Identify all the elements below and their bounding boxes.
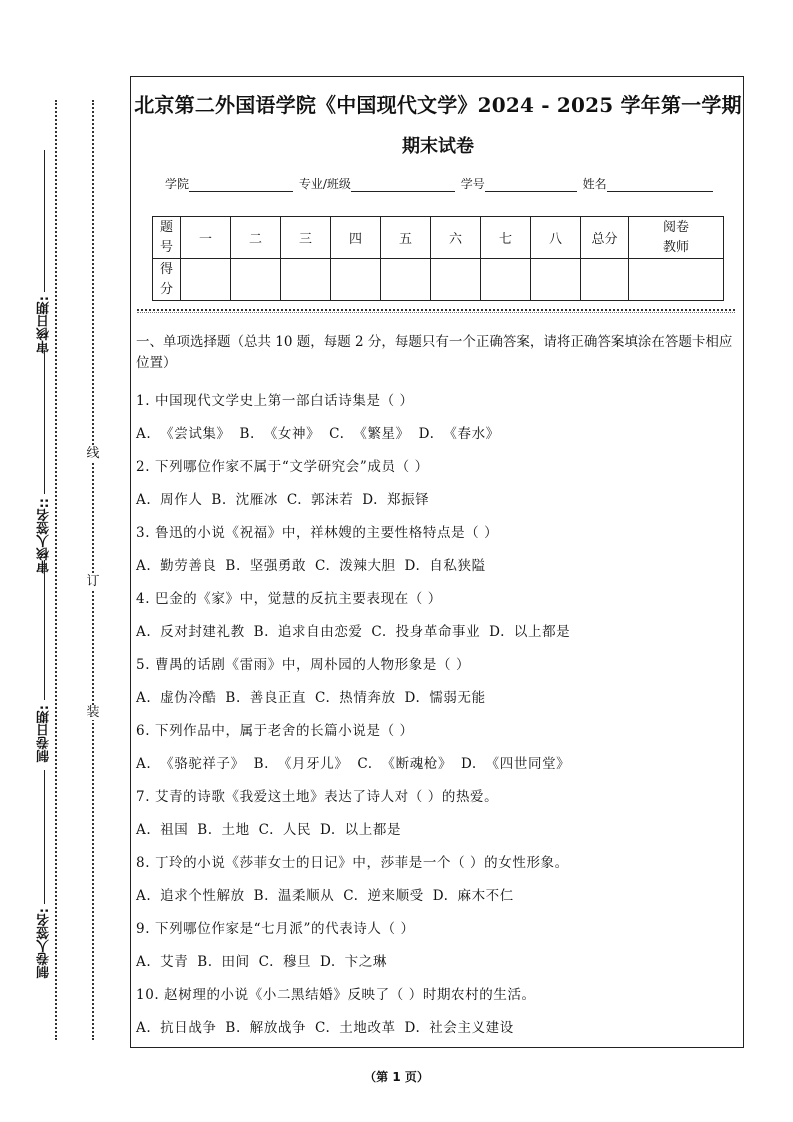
score-cell[interactable] <box>531 259 581 301</box>
col-7: 七 <box>481 217 531 259</box>
binding-dotted-line-outer <box>55 100 57 1040</box>
options-10: A. 抗日战争 B. 解放战争 C. 土地改革 D. 社会主义建设 <box>136 1020 514 1036</box>
maker-sign-label: 制卷人签名: <box>37 908 52 979</box>
major-class-label: 专业/班级 <box>298 177 351 191</box>
score-cell[interactable] <box>331 259 381 301</box>
question-1: 1. 中国现代文学史上第一部白话诗集是（ ） <box>136 393 414 409</box>
maker-sign-field <box>44 770 45 904</box>
question-4: 4. 巴金的《家》中，觉慧的反抗主要表现在（ ） <box>136 591 442 607</box>
score-table-score-row <box>153 259 724 301</box>
major-class-field[interactable] <box>351 178 455 192</box>
score-cell[interactable] <box>381 259 431 301</box>
question-8: 8. 丁玲的小说《莎菲女士的日记》中，莎菲是一个（ ）的女性形象。 <box>136 855 569 871</box>
col-8: 八 <box>531 217 581 259</box>
options-4: A. 反对封建礼教 B. 追求自由恋爱 C. 投身革命事业 D. 以上都是 <box>136 624 571 640</box>
reviewer-sign-cell[interactable] <box>629 259 724 301</box>
page-number: （第 1 页） <box>364 1070 429 1084</box>
section-separator-thin <box>137 312 735 313</box>
score-cell[interactable] <box>481 259 531 301</box>
score-cell[interactable] <box>431 259 481 301</box>
question-3: 3. 鲁迅的小说《祝福》中，祥林嫂的主要性格特点是（ ） <box>136 525 499 541</box>
section-title: 一、单项选择题（总共 10 题，每题 2 分，每题只有一个正确答案，请将正确答案填涂在答题卡相应位置） <box>136 334 733 371</box>
options-5: A. 虚伪冷酷 B. 善良正直 C. 热情奔放 D. 懦弱无能 <box>136 690 486 706</box>
options-2: A. 周作人 B. 沈雁冰 C. 郭沫若 D. 郑振铎 <box>136 492 430 508</box>
question-5: 5. 曹禺的话剧《雷雨》中，周朴园的人物形象是（ ） <box>136 657 471 673</box>
score-cell[interactable] <box>281 259 331 301</box>
name-label: 姓名 <box>582 177 607 191</box>
exam-subtitle: 期末试卷 <box>402 136 474 157</box>
col-2: 二 <box>231 217 281 259</box>
section-separator <box>137 309 735 311</box>
make-date-field <box>44 560 45 700</box>
options-9: A. 艾青 B. 田间 C. 穆旦 D. 卞之琳 <box>136 954 387 970</box>
reviewer-sign-label: 审核人签名:: <box>37 498 52 574</box>
options-8: A. 追求个性解放 B. 温柔顺从 C. 逆来顺受 D. 麻木不仁 <box>136 888 514 904</box>
score-head: 得 分 <box>153 259 181 301</box>
exam-frame <box>130 76 744 1048</box>
options-1: A. 《尝试集》 B. 《女神》 C. 《繁星》 D. 《春水》 <box>136 426 500 442</box>
col-6: 六 <box>431 217 481 259</box>
reviewer-sign-field <box>44 350 45 494</box>
question-6: 6. 下列作品中，属于老舍的长篇小说是（ ） <box>136 723 414 739</box>
options-3: A. 勤劳善良 B. 坚强勇敢 C. 泼辣大胆 D. 自私狭隘 <box>136 558 486 574</box>
question-2: 2. 下列哪位作家不属于“文学研究会”成员（ ） <box>136 459 429 475</box>
make-date-label: 制卷日期: <box>37 705 52 763</box>
exam-title: 北京第二外国语学院《中国现代文学》2024 - 2025 学年第一学期 <box>134 93 742 117</box>
review-date-label: 审核日期: <box>37 296 52 354</box>
college-field[interactable] <box>189 178 293 192</box>
question-number-head: 题 号 <box>153 217 181 259</box>
score-cell[interactable] <box>231 259 281 301</box>
col-5: 五 <box>381 217 431 259</box>
question-9: 9. 下列哪位作家是“七月派”的代表诗人（ ） <box>136 921 415 937</box>
score-total-cell[interactable] <box>581 259 629 301</box>
col-4: 四 <box>331 217 381 259</box>
options-7: A. 祖国 B. 土地 C. 人民 D. 以上都是 <box>136 822 402 838</box>
college-label: 学院 <box>165 177 190 191</box>
binding-word-install: 装 <box>86 705 100 720</box>
col-total: 总分 <box>581 217 629 259</box>
col-3: 三 <box>281 217 331 259</box>
name-field[interactable] <box>607 178 713 192</box>
binding-dotted-line-inner <box>92 100 94 1040</box>
student-id-label: 学号 <box>460 177 485 191</box>
binding-word-line: 线 <box>86 446 100 461</box>
score-table <box>152 216 724 301</box>
score-table-header-row <box>153 217 724 259</box>
col-reviewer: 阅卷 教师 <box>629 217 724 259</box>
student-id-field[interactable] <box>485 178 577 192</box>
question-10: 10. 赵树理的小说《小二黑结婚》反映了（ ）时期农村的生活。 <box>136 987 536 1003</box>
score-cell[interactable] <box>181 259 231 301</box>
options-6: A. 《骆驼祥子》 B. 《月牙儿》 C. 《断魂枪》 D. 《四世同堂》 <box>136 756 571 772</box>
binding-word-order: 订 <box>86 574 100 589</box>
question-7: 7. 艾青的诗歌《我爱这土地》表达了诗人对（ ）的热爱。 <box>136 789 499 805</box>
student-info-row <box>165 175 715 192</box>
col-1: 一 <box>181 217 231 259</box>
review-date-field <box>44 150 45 292</box>
